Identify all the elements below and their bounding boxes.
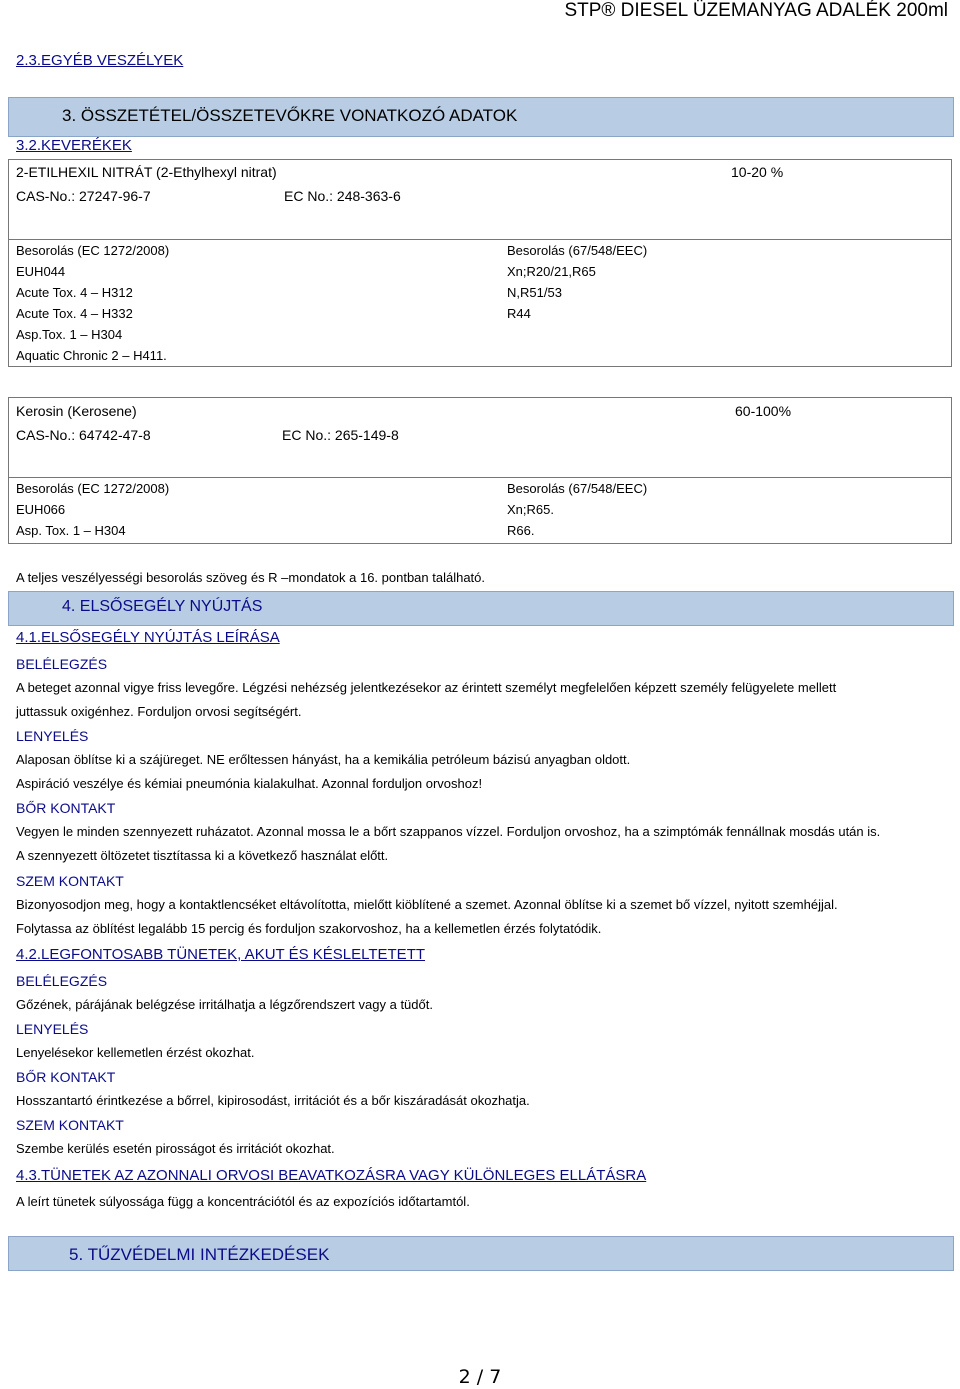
section-4-1-title: 4.1.ELSŐSEGÉLY NYÚJTÁS LEÍRÁSA [16, 629, 280, 646]
s42-heading-inhalation: BELÉLEGZÉS [16, 973, 108, 989]
s42-inhalation-line-1: Gőzének, párájának belégzése irritálhatja a légzőrendszert vagy a tüdőt. [16, 997, 433, 1012]
s41-skin-line-2: A szennyezett öltözetet tisztítassa ki a következő használat előtt. [16, 848, 389, 863]
section-5-title: 5. TŰZVÉDELMI INTÉZKEDÉSEK [69, 1245, 330, 1264]
substance-1-ec: EC No.: 248-363-6 [284, 188, 401, 204]
substance-2-name-bold: Kerosin [16, 403, 64, 419]
s41-eye-line-2: Folytassa az öblítést legalább 15 percig és forduljon szakorvoshoz, ha a kellemetlen érzés folytatódik. [16, 921, 602, 936]
s1-class-left-1: EUH044 [16, 264, 66, 279]
section-4-2-title: 4.2.LEGFONTOSABB TÜNETEK, AKUT ÉS KÉSLELTETETT [16, 946, 426, 963]
substance-1-name-bold: 2-ETILHEXIL NITRÁT [16, 164, 153, 180]
page-number: 2 / 7 [458, 1366, 502, 1388]
s41-eye-line-1: Bizonyosodjon meg, hogy a kontaktlencséket eltávolította, mielőtt kiöblítené a szemet. Azonnal öblítse ki a szemet bő vízzel, nyitott szemhéjjal. [16, 897, 838, 912]
substance-1-cas: CAS-No.: 27247-96-7 [16, 188, 151, 204]
section-3-2-title: 3.2.KEVERÉKEK [16, 137, 132, 154]
s2-class-left-1: EUH066 [16, 502, 66, 517]
s1-class-right-3: R44 [507, 306, 531, 321]
s41-inhalation-line-2: juttassuk oxigénhez. Forduljon orvosi segítségért. [16, 704, 302, 719]
s42-heading-eye: SZEM KONTAKT [16, 1117, 124, 1133]
s41-ingestion-line-1: Alaposan öblítse ki a szájüreget. NE erőltessen hányást, ha a kemikália petróleum bázisú anyagban oldott. [16, 752, 631, 767]
substance-1-percent: 10-20 % [731, 164, 784, 180]
s1-class-left-4: Asp.Tox. 1 – H304 [16, 327, 123, 342]
s41-heading-inhalation: BELÉLEGZÉS [16, 656, 108, 672]
s1-class-right-1: Xn;R20/21,R65 [507, 264, 596, 279]
substance-1-name-rest: (2-Ethylhexyl nitrat) [152, 164, 277, 180]
s2-class-right-0: Besorolás (67/548/EEC) [507, 481, 648, 496]
s1-class-left-5: Aquatic Chronic 2 – H411. [16, 348, 167, 363]
s1-class-left-0: Besorolás (EC 1272/2008) [16, 243, 170, 258]
section-4-3-text: A leírt tünetek súlyossága függ a koncentrációtól és az expozíciós időtartamtól. [16, 1194, 470, 1209]
s41-heading-eye: SZEM KONTAKT [16, 873, 124, 889]
s42-skin-line-1: Hosszantartó érintkezése a bőrrel, kipirosodást, irritációt és a bőr kiszáradását okozhatja. [16, 1093, 530, 1108]
s1-class-left-2: Acute Tox. 4 – H312 [16, 285, 133, 300]
substance-2-ec: EC No.: 265-149-8 [282, 427, 399, 443]
s42-heading-ingestion: LENYELÉS [16, 1021, 89, 1037]
s2-class-right-1: Xn;R65. [507, 502, 554, 517]
substance-2-cas: CAS-No.: 64742-47-8 [16, 427, 151, 443]
s41-ingestion-line-2: Aspiráció veszélye és kémiai pneumónia kialakulhat. Azonnal forduljon orvoshoz! [16, 776, 483, 791]
s2-class-left-2: Asp. Tox. 1 – H304 [16, 523, 126, 538]
document-header-title: STP® DIESEL ÜZEMANYAG ADALÉK 200ml [564, 0, 948, 21]
s1-class-right-0: Besorolás (67/548/EEC) [507, 243, 648, 258]
s1-class-right-2: N,R51/53 [507, 285, 562, 300]
s42-ingestion-line-1: Lenyelésekor kellemetlen érzést okozhat. [16, 1045, 255, 1060]
s41-heading-ingestion: LENYELÉS [16, 728, 89, 744]
s41-heading-skin: BŐR KONTAKT [16, 800, 116, 816]
section-3-title: 3. ÖSSZETÉTEL/ÖSSZETEVŐKRE VONATKOZÓ ADATOK [62, 106, 518, 125]
substance-2-name-rest: (Kerosene) [63, 403, 137, 419]
s42-heading-skin: BŐR KONTAKT [16, 1069, 116, 1085]
substance-1-name [16, 164, 277, 180]
s41-skin-line-1: Vegyen le minden szennyezett ruházatot. Azonnal mossa le a bőrt szappanos vízzel. Forduljon orvoshoz, ha a szimptómák fennállnak mosdás után is. [16, 824, 881, 839]
substance-2-name [16, 403, 137, 419]
section-4-3-title: 4.3.TÜNETEK AZ AZONNALI ORVOSI BEAVATKOZÁSRA VAGY KÜLÖNLEGES ELLÁTÁSRA [16, 1167, 647, 1184]
s1-class-left-3: Acute Tox. 4 – H332 [16, 306, 133, 321]
s2-class-left-0: Besorolás (EC 1272/2008) [16, 481, 170, 496]
section-4-title: 4. ELSŐSEGÉLY NYÚJTÁS [62, 598, 263, 615]
s2-class-right-2: R66. [507, 523, 535, 538]
classification-note: A teljes veszélyességi besorolás szöveg és R –mondatok a 16. pontban található. [16, 570, 486, 585]
section-2-3-title: 2.3.EGYÉB VESZÉLYEK [16, 52, 184, 69]
s41-inhalation-line-1: A beteget azonnal vigye friss levegőre. Légzési nehézség jelentkezésekor az érintett személyt megfelelően képzett személy felügyelete mellett [16, 680, 837, 695]
s42-eye-line-1: Szembe kerülés esetén pirosságot és irritációt okozhat. [16, 1141, 335, 1156]
substance-2-percent: 60-100% [735, 403, 792, 419]
